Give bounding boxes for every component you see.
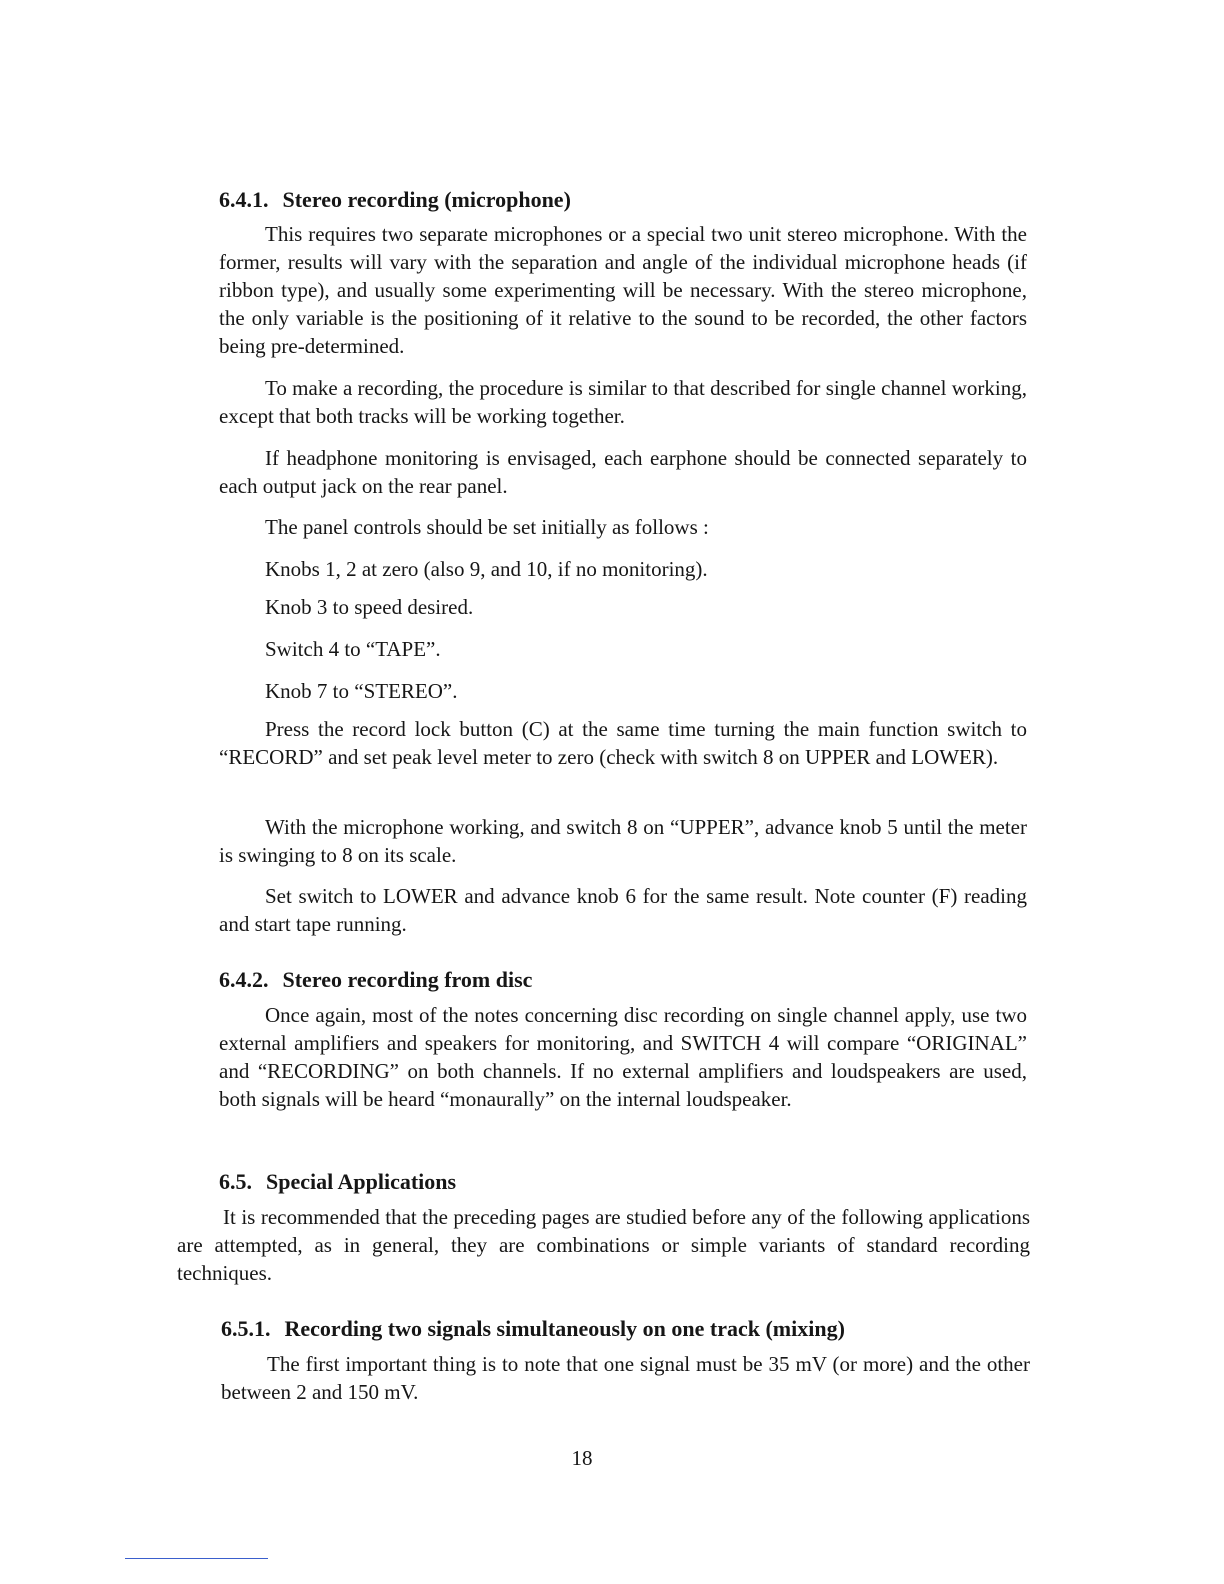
- section-number: 6.4.2.: [219, 967, 269, 992]
- section-number: 6.5.: [219, 1169, 252, 1194]
- instruction-knobs-1-2: Knobs 1, 2 at zero (also 9, and 10, if no monitoring).: [265, 557, 708, 581]
- instruction-switch-4: Switch 4 to “TAPE”.: [265, 637, 441, 661]
- section-title: Special Applications: [266, 1169, 457, 1194]
- section-title: Stereo recording from disc: [282, 967, 533, 992]
- section-heading-6-5: [219, 1168, 456, 1196]
- paragraph-mixing-levels: The first important thing is to note that one signal must be 35 mV (or more) and the other between 2 and 150 mV.: [221, 1352, 1030, 1404]
- section-heading-6-4-1: [219, 186, 571, 214]
- paragraph-stereo-microphones: This requires two separate microphones or a special two unit stereo microphone. With the former, results will vary with the separation and angle of the individual microphone heads (if ribbon type), and usually some experimenting will be necessary. With the stereo microphone, the only variable is the positioning of it relative to the sound to be recorded, the other factors being pre-determined.: [219, 222, 1027, 358]
- paragraph-disc-recording: Once again, most of the notes concerning disc recording on single channel apply, use two external amplifiers and speakers for monitoring, and SWITCH 4 will compare “ORIGINAL” and “RECORDING” on both channels. If no external amplifiers and loudspeakers are used, both signals will be heard “monaurally” on the internal loudspeaker.: [219, 1003, 1027, 1111]
- section-title: Stereo recording (microphone): [282, 187, 571, 212]
- paragraph-lower-level: Set switch to LOWER and advance knob 6 for the same result. Note counter (F) reading and start tape running.: [219, 884, 1027, 936]
- footnote-rule: [125, 1558, 268, 1559]
- page-number: 18: [571, 1446, 593, 1470]
- section-heading-6-5-1: [221, 1315, 845, 1343]
- section-title: Recording two signals simultaneously on one track (mixing): [284, 1316, 845, 1341]
- paragraph-procedure: To make a recording, the procedure is similar to that described for single channel working, except that both tracks will be working together.: [219, 376, 1027, 428]
- instruction-knob-7: Knob 7 to “STEREO”.: [265, 679, 458, 703]
- section-number: 6.4.1.: [219, 187, 269, 212]
- paragraph-special-applications: It is recommended that the preceding pages are studied before any of the following applications are attempted, as in general, they are combinations or simple variants of standard recording techniques.: [177, 1205, 1030, 1285]
- paragraph-upper-level: With the microphone working, and switch 8 on “UPPER”, advance knob 5 until the meter is swinging to 8 on its scale.: [219, 815, 1027, 867]
- section-number: 6.5.1.: [221, 1316, 271, 1341]
- paragraph-headphone-monitoring: If headphone monitoring is envisaged, each earphone should be connected separately to each output jack on the rear panel.: [219, 446, 1027, 498]
- paragraph-record-lock: Press the record lock button (C) at the same time turning the main function switch to “RECORD” and set peak level meter to zero (check with switch 8 on UPPER and LOWER).: [219, 717, 1027, 769]
- instruction-knob-3: Knob 3 to speed desired.: [265, 595, 474, 619]
- paragraph-panel-controls: The panel controls should be set initially as follows :: [265, 515, 709, 539]
- section-heading-6-4-2: [219, 966, 532, 994]
